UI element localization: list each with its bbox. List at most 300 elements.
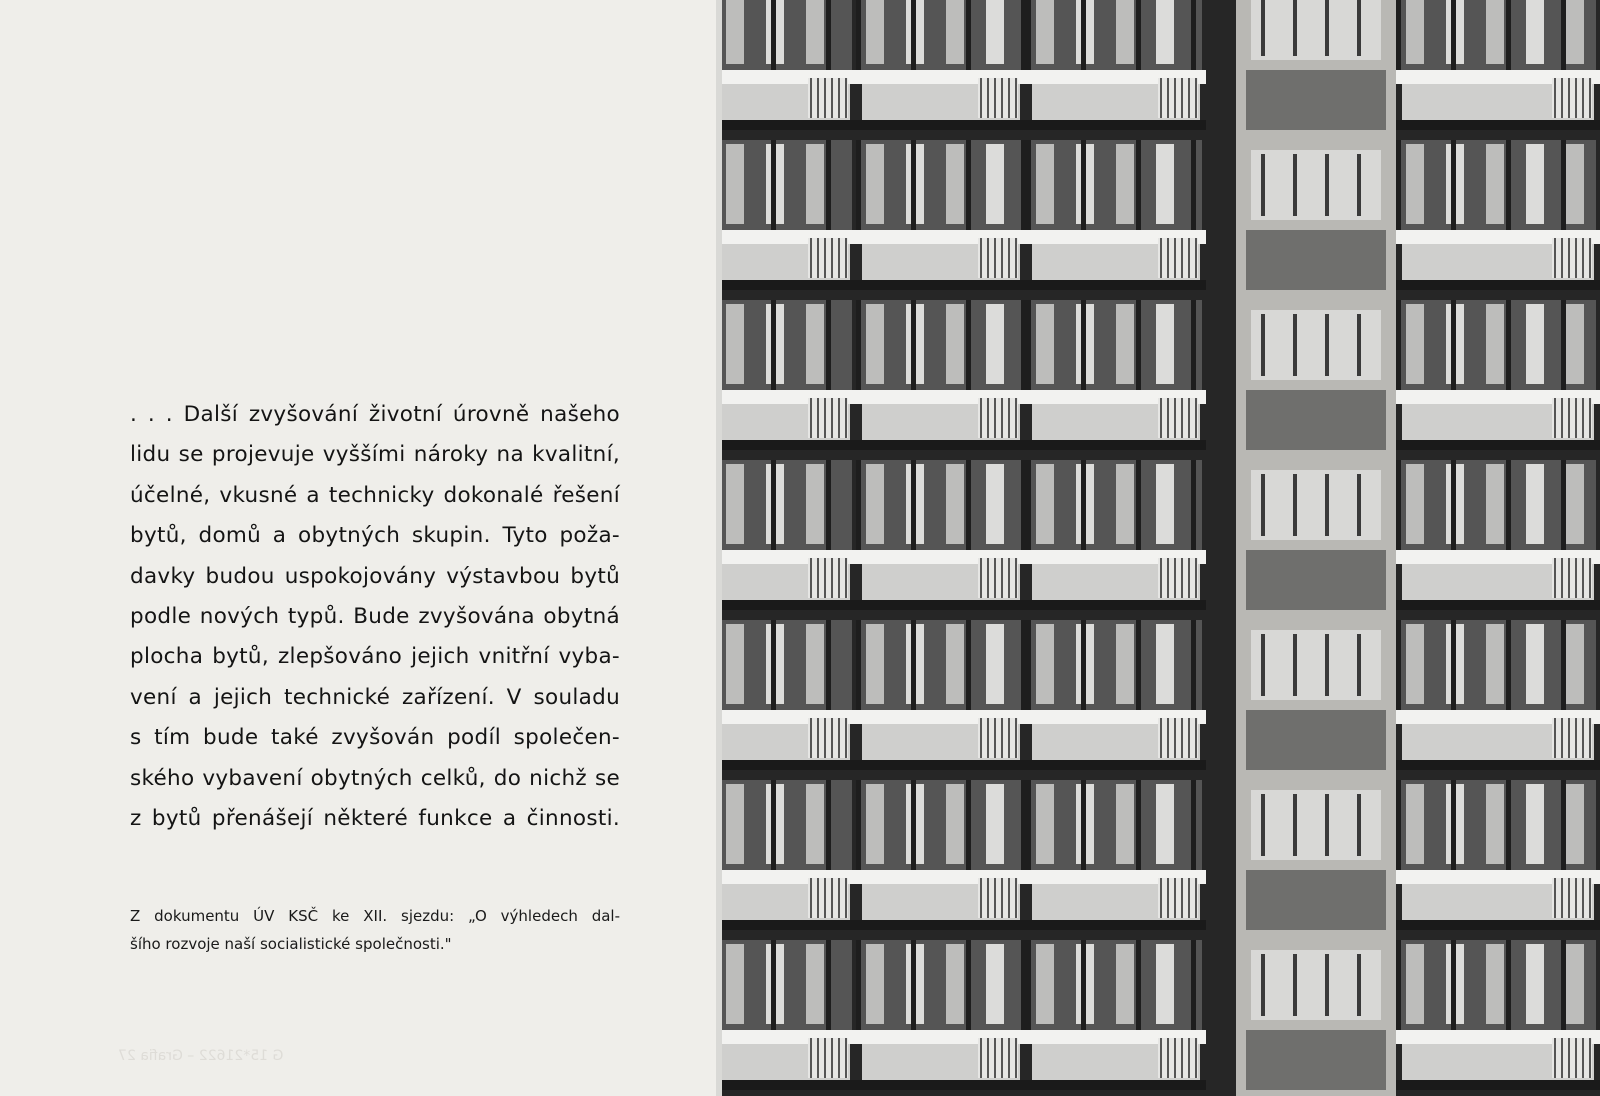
window-frame	[1396, 300, 1401, 392]
core-mullion	[1357, 794, 1361, 856]
curtain	[1486, 464, 1504, 544]
window-frame	[1081, 940, 1086, 1032]
balcony-railing	[808, 718, 848, 758]
window-frame	[856, 940, 861, 1032]
curtain	[1526, 944, 1544, 1024]
window-frame	[1396, 620, 1401, 712]
railing-bar	[1575, 718, 1577, 758]
slab-shadow	[1026, 440, 1206, 450]
window-frame	[1136, 620, 1141, 712]
railing-bar	[1015, 558, 1017, 598]
curtain	[1526, 784, 1544, 864]
railing-bar	[1561, 558, 1563, 598]
railing-bar	[994, 238, 996, 278]
curtain	[986, 0, 1004, 64]
curtain	[1406, 624, 1424, 704]
curtain	[1116, 304, 1134, 384]
curtain	[1156, 784, 1174, 864]
window-frame	[1026, 620, 1031, 712]
window-frame	[771, 140, 776, 232]
window-frame	[1026, 940, 1031, 1032]
core-panel	[1246, 1030, 1386, 1090]
curtain	[1566, 464, 1584, 544]
railing-bar	[1568, 1038, 1570, 1078]
curtain	[1486, 784, 1504, 864]
railing-bar	[1015, 878, 1017, 918]
railing-bar	[824, 718, 826, 758]
curtain	[1526, 304, 1544, 384]
curtain	[946, 304, 964, 384]
window-frame	[771, 460, 776, 552]
railing-bar	[980, 718, 982, 758]
railing-bar	[1589, 78, 1591, 118]
railing-bar	[810, 558, 812, 598]
railing-bar	[1561, 78, 1563, 118]
railing-bar	[1188, 238, 1190, 278]
window-frame	[1026, 0, 1031, 72]
quote-line: z bytů přenášejí některé funkce a činnosti.	[130, 806, 620, 832]
railing-bar	[1174, 558, 1176, 598]
railing-bar	[1554, 1038, 1556, 1078]
railing-bar	[1015, 238, 1017, 278]
curtain	[726, 144, 744, 224]
balcony-railing	[1552, 1038, 1592, 1078]
railing-bar	[994, 878, 996, 918]
curtain	[1526, 624, 1544, 704]
core-mullion	[1357, 314, 1361, 376]
balcony-railing	[1158, 78, 1198, 118]
railing-bar	[980, 398, 982, 438]
window-frame	[1506, 620, 1511, 712]
window-frame	[1506, 780, 1511, 872]
railing-bar	[845, 558, 847, 598]
curtain	[986, 464, 1004, 544]
core-mullion	[1293, 474, 1297, 536]
railing-bar	[1188, 878, 1190, 918]
window-frame	[1021, 780, 1026, 872]
balcony-railing	[1552, 558, 1592, 598]
railing-bar	[817, 238, 819, 278]
curtain	[1116, 624, 1134, 704]
railing-bar	[824, 398, 826, 438]
window-frame	[1396, 780, 1401, 872]
curtain	[1156, 144, 1174, 224]
balcony-railing	[1158, 238, 1198, 278]
railing-bar	[817, 78, 819, 118]
window-frame	[856, 620, 861, 712]
balcony-railing	[1552, 878, 1592, 918]
curtain	[986, 784, 1004, 864]
curtain	[806, 944, 824, 1024]
railing-bar	[1575, 78, 1577, 118]
window-frame	[1081, 460, 1086, 552]
window-frame	[966, 780, 971, 872]
balcony-railing	[1158, 558, 1198, 598]
railing-bar	[1001, 558, 1003, 598]
curtain	[1116, 944, 1134, 1024]
railing-bar	[1575, 398, 1577, 438]
window-frame	[771, 0, 776, 72]
railing-bar	[1188, 718, 1190, 758]
railing-bar	[1582, 558, 1584, 598]
window-frame	[966, 460, 971, 552]
window-frame	[1396, 140, 1401, 232]
railing-bar	[810, 1038, 812, 1078]
core-mullion	[1293, 954, 1297, 1016]
window-frame	[1451, 460, 1456, 552]
core-panel	[1246, 390, 1386, 450]
balcony-railing	[808, 878, 848, 918]
core-window	[1251, 790, 1381, 860]
railing-bar	[994, 78, 996, 118]
slab-shadow	[1026, 920, 1206, 930]
curtain	[946, 944, 964, 1024]
railing-bar	[1568, 78, 1570, 118]
window-frame	[856, 780, 861, 872]
window-frame	[1396, 460, 1401, 552]
railing-bar	[980, 878, 982, 918]
core-panel	[1246, 550, 1386, 610]
railing-bar	[1001, 878, 1003, 918]
railing-bar	[824, 1038, 826, 1078]
quote-line: lidu se projevuje vyššími nároky na kvalitní,	[130, 442, 620, 468]
window-frame	[966, 0, 971, 72]
railing-bar	[1008, 78, 1010, 118]
railing-bar	[838, 718, 840, 758]
slab-shadow	[716, 1080, 856, 1090]
railing-bar	[1001, 718, 1003, 758]
core-mullion	[1325, 794, 1329, 856]
railing-bar	[980, 558, 982, 598]
slab-shadow	[716, 440, 856, 450]
core-panel	[1246, 230, 1386, 290]
railing-bar	[824, 238, 826, 278]
railing-bar	[810, 238, 812, 278]
railing-bar	[1582, 1038, 1584, 1078]
railing-bar	[1001, 398, 1003, 438]
curtain	[946, 464, 964, 544]
window-frame	[1191, 940, 1196, 1032]
window-frame	[1191, 300, 1196, 392]
curtain	[806, 784, 824, 864]
curtain	[1036, 784, 1054, 864]
curtain	[1406, 144, 1424, 224]
core-panel	[1246, 70, 1386, 130]
railing-bar	[1575, 878, 1577, 918]
window-frame	[1561, 780, 1566, 872]
railing-bar	[1160, 558, 1162, 598]
curtain	[726, 0, 744, 64]
curtain	[1486, 944, 1504, 1024]
railing-bar	[845, 878, 847, 918]
quote-line: vení a jejich technické zařízení. V souladu	[130, 684, 620, 710]
slab-shadow	[1026, 280, 1206, 290]
railing-bar	[980, 1038, 982, 1078]
slab-shadow	[856, 1080, 1026, 1090]
curtain	[866, 304, 884, 384]
core-mullion	[1357, 0, 1361, 56]
slab-shadow	[1396, 280, 1600, 290]
railing-bar	[1568, 718, 1570, 758]
railing-bar	[838, 558, 840, 598]
core-mullion	[1325, 634, 1329, 696]
slab-shadow	[1026, 760, 1206, 770]
railing-bar	[1195, 1038, 1197, 1078]
railing-bar	[810, 718, 812, 758]
railing-bar	[1554, 558, 1556, 598]
railing-bar	[1015, 1038, 1017, 1078]
window-frame	[1561, 460, 1566, 552]
railing-bar	[1589, 238, 1591, 278]
source-line: Z dokumentu ÚV KSČ ke XII. sjezdu: „O výhledech dal-	[130, 907, 620, 925]
curtain	[1566, 624, 1584, 704]
railing-bar	[987, 1038, 989, 1078]
slab-shadow	[856, 600, 1026, 610]
railing-bar	[994, 718, 996, 758]
railing-bar	[980, 78, 982, 118]
window-frame	[1021, 460, 1026, 552]
railing-bar	[1589, 878, 1591, 918]
window-frame	[1561, 140, 1566, 232]
balcony-railing	[1552, 78, 1592, 118]
window-frame	[1451, 300, 1456, 392]
curtain	[1406, 784, 1424, 864]
railing-bar	[1181, 238, 1183, 278]
balcony-railing	[808, 398, 848, 438]
curtain	[1526, 464, 1544, 544]
core-window	[1251, 150, 1381, 220]
window-frame	[771, 940, 776, 1032]
slab-shadow	[716, 920, 856, 930]
core-mullion	[1357, 154, 1361, 216]
window-frame	[966, 620, 971, 712]
core-mullion	[1325, 0, 1329, 56]
railing-bar	[1015, 398, 1017, 438]
window-frame	[911, 620, 916, 712]
page-edge	[716, 0, 722, 1096]
railing-bar	[1181, 558, 1183, 598]
railing-bar	[1589, 718, 1591, 758]
curtain	[1036, 624, 1054, 704]
railing-bar	[1001, 78, 1003, 118]
railing-bar	[1575, 558, 1577, 598]
curtain	[986, 144, 1004, 224]
railing-bar	[1008, 878, 1010, 918]
railing-bar	[1582, 718, 1584, 758]
window-frame	[1396, 0, 1401, 72]
curtain	[726, 944, 744, 1024]
curtain	[1486, 0, 1504, 64]
curtain	[946, 784, 964, 864]
curtain	[1526, 144, 1544, 224]
railing-bar	[1568, 238, 1570, 278]
core-mullion	[1261, 954, 1265, 1016]
railing-bar	[1589, 1038, 1591, 1078]
window-frame	[771, 780, 776, 872]
slab-shadow	[856, 440, 1026, 450]
window-frame	[856, 300, 861, 392]
railing-bar	[845, 238, 847, 278]
balcony-railing	[1552, 398, 1592, 438]
railing-bar	[994, 558, 996, 598]
railing-bar	[1015, 718, 1017, 758]
curtain	[866, 0, 884, 64]
balcony-railing	[1552, 238, 1592, 278]
railing-bar	[831, 878, 833, 918]
curtain	[1486, 144, 1504, 224]
railing-bar	[1167, 238, 1169, 278]
slab-shadow	[856, 760, 1026, 770]
window-frame	[856, 460, 861, 552]
window-frame	[1561, 300, 1566, 392]
window-frame	[911, 0, 916, 72]
balcony-railing	[808, 1038, 848, 1078]
slab-shadow	[856, 120, 1026, 130]
core-mullion	[1261, 314, 1265, 376]
railing-bar	[1174, 878, 1176, 918]
curtain	[866, 784, 884, 864]
railing-bar	[845, 398, 847, 438]
railing-bar	[1582, 238, 1584, 278]
railing-bar	[1167, 558, 1169, 598]
curtain	[866, 944, 884, 1024]
railing-bar	[1568, 398, 1570, 438]
railing-bar	[1008, 1038, 1010, 1078]
quote-line: podle nových typů. Bude zvyšována obytná	[130, 604, 620, 630]
railing-bar	[987, 718, 989, 758]
railing-bar	[1561, 878, 1563, 918]
railing-bar	[1001, 238, 1003, 278]
window-frame	[966, 140, 971, 232]
slab-shadow	[1396, 120, 1600, 130]
curtain	[1566, 944, 1584, 1024]
railing-bar	[817, 398, 819, 438]
railing-bar	[1167, 878, 1169, 918]
quote-line: davky budou uspokojovány výstavbou bytů	[130, 563, 620, 589]
curtain	[946, 0, 964, 64]
window-frame	[826, 0, 831, 72]
balcony-railing	[978, 78, 1018, 118]
railing-bar	[1582, 878, 1584, 918]
core-window	[1251, 950, 1381, 1020]
window-frame	[1506, 0, 1511, 72]
window-frame	[1396, 940, 1401, 1032]
railing-bar	[1181, 398, 1183, 438]
railing-bar	[845, 78, 847, 118]
window-frame	[1021, 0, 1026, 72]
building-photograph	[716, 0, 1600, 1096]
window-frame	[1451, 780, 1456, 872]
railing-bar	[1554, 238, 1556, 278]
curtain	[986, 944, 1004, 1024]
curtain	[1116, 784, 1134, 864]
railing-bar	[1167, 398, 1169, 438]
curtain	[1156, 464, 1174, 544]
balcony-railing	[978, 398, 1018, 438]
curtain	[806, 144, 824, 224]
window-frame	[911, 300, 916, 392]
window-frame	[1561, 620, 1566, 712]
railing-bar	[1195, 558, 1197, 598]
curtain	[1156, 944, 1174, 1024]
railing-bar	[987, 558, 989, 598]
core-mullion	[1357, 954, 1361, 1016]
curtain	[1156, 304, 1174, 384]
railing-bar	[838, 238, 840, 278]
window-frame	[1191, 140, 1196, 232]
quote-paragraph	[130, 395, 620, 839]
curtain	[806, 0, 824, 64]
slab-shadow	[1026, 600, 1206, 610]
railing-bar	[1561, 398, 1563, 438]
core-panel	[1246, 710, 1386, 770]
railing-bar	[831, 398, 833, 438]
balcony-railing	[808, 238, 848, 278]
window-frame	[826, 300, 831, 392]
railing-bar	[1008, 398, 1010, 438]
curtain	[806, 304, 824, 384]
railing-bar	[831, 78, 833, 118]
slab-shadow	[1396, 440, 1600, 450]
window-frame	[1506, 140, 1511, 232]
slab-shadow	[856, 920, 1026, 930]
railing-bar	[831, 558, 833, 598]
curtain	[1406, 944, 1424, 1024]
window-frame	[911, 140, 916, 232]
railing-bar	[1174, 78, 1176, 118]
slab-shadow	[716, 600, 856, 610]
window-frame	[1191, 0, 1196, 72]
slab-shadow	[1026, 120, 1206, 130]
railing-bar	[1008, 718, 1010, 758]
text-page	[0, 0, 716, 1096]
core-mullion	[1357, 474, 1361, 536]
core-mullion	[1325, 154, 1329, 216]
curtain	[726, 624, 744, 704]
window-frame	[826, 460, 831, 552]
railing-bar	[1554, 878, 1556, 918]
curtain	[1036, 144, 1054, 224]
railing-bar	[1195, 878, 1197, 918]
railing-bar	[1174, 1038, 1176, 1078]
balcony-railing	[1552, 718, 1592, 758]
railing-bar	[838, 1038, 840, 1078]
window-frame	[1506, 460, 1511, 552]
window-frame	[856, 140, 861, 232]
window-frame	[1081, 0, 1086, 72]
railing-bar	[1001, 1038, 1003, 1078]
slab-shadow	[716, 120, 856, 130]
curtain	[1156, 624, 1174, 704]
railing-bar	[1008, 238, 1010, 278]
window-frame	[1081, 140, 1086, 232]
quote-line: plocha bytů, zlepšováno jejich vnitřní vyba-	[130, 644, 620, 670]
railing-bar	[1582, 398, 1584, 438]
railing-bar	[987, 878, 989, 918]
window-frame	[1021, 300, 1026, 392]
balcony-railing	[808, 558, 848, 598]
railing-bar	[987, 78, 989, 118]
railing-bar	[838, 878, 840, 918]
core-mullion	[1293, 0, 1297, 56]
balcony-railing	[978, 718, 1018, 758]
railing-bar	[1575, 238, 1577, 278]
slab-shadow	[1396, 760, 1600, 770]
source-citation	[130, 902, 620, 958]
window-frame	[966, 300, 971, 392]
railing-bar	[1554, 398, 1556, 438]
core-window	[1251, 0, 1381, 60]
